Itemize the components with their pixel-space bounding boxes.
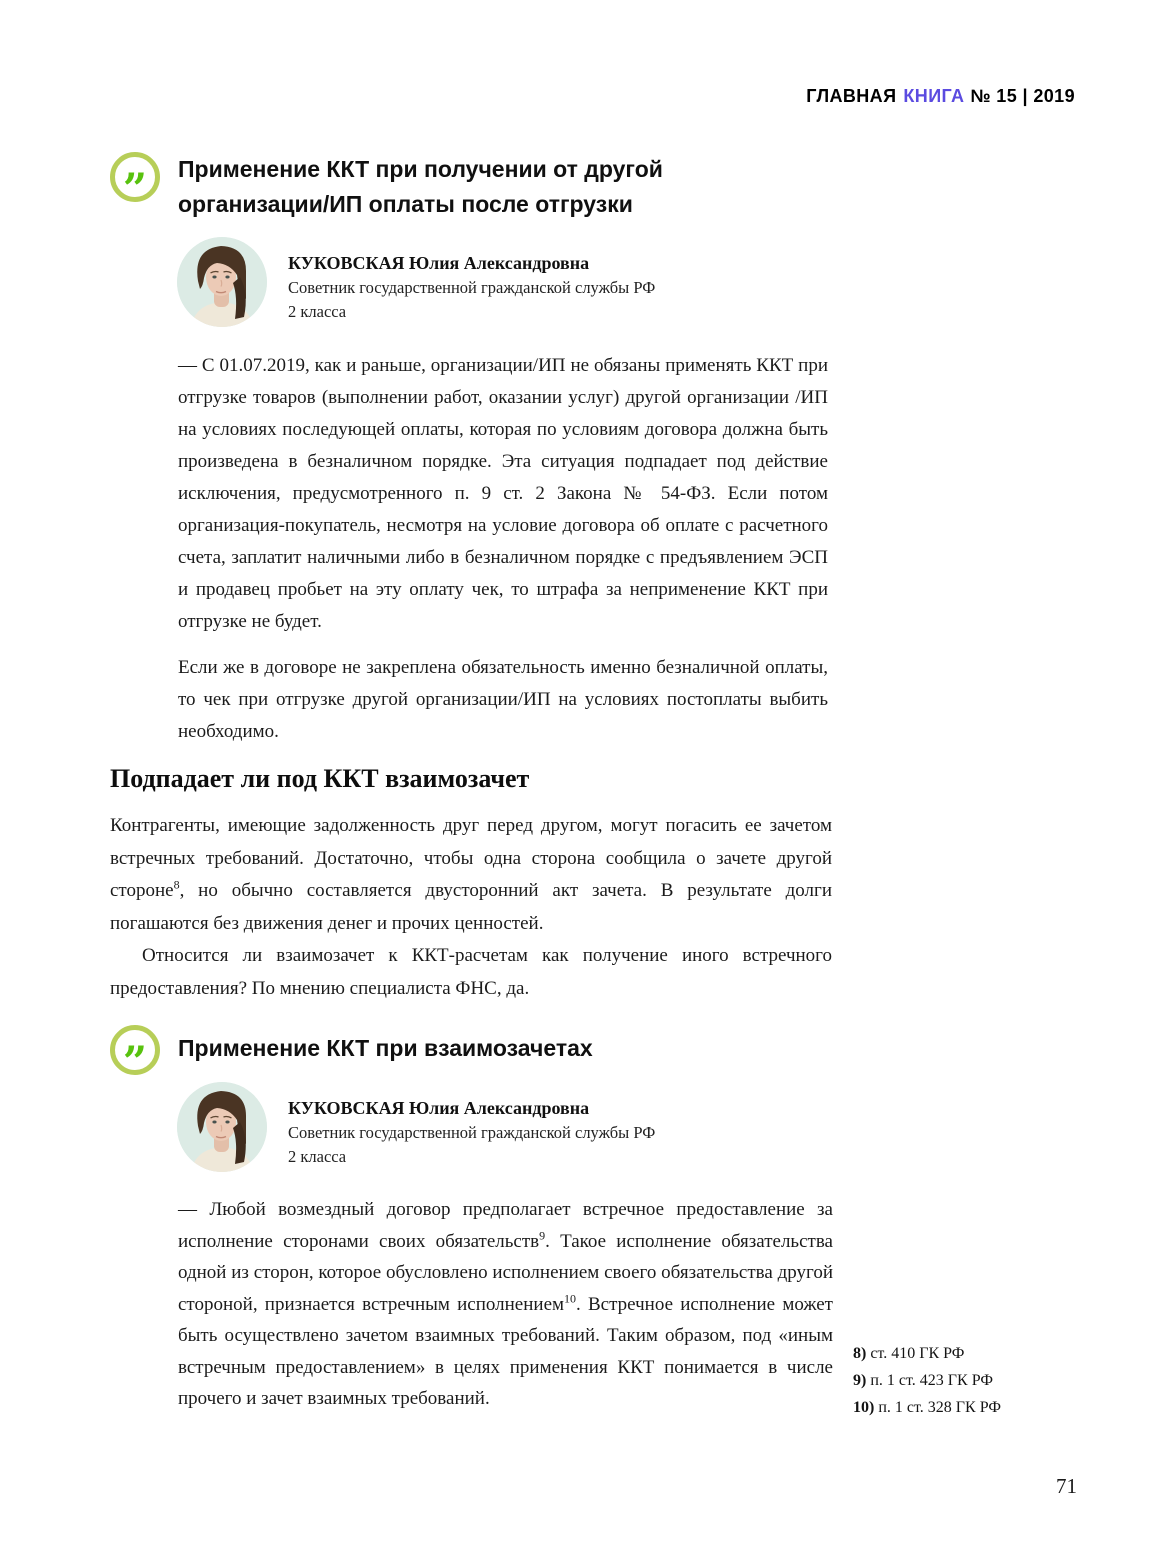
woman-portrait-icon	[177, 237, 267, 327]
quotation-marks-icon: ”	[122, 164, 148, 214]
quote1-paragraph-2: Если же в договоре не закреплена обязательность именно безналичной оплаты, то чек при отгрузке другой организации/ИП на условиях постоплаты выбить необходимо.	[178, 657, 828, 742]
expert-role-line1: Советник государственной гражданской службы РФ	[288, 278, 656, 297]
expert-photo	[177, 1082, 267, 1172]
quote-heading: Применение ККТ при получении от другой организации/ИП оплаты после отгрузки	[178, 156, 663, 217]
expert-name: КУКОВСКАЯ Юлия Александровна	[288, 1098, 590, 1118]
quote-icon	[110, 1025, 160, 1087]
expert-role-line2: 2 класса	[288, 1147, 347, 1166]
footnote-number: 9)	[853, 1372, 867, 1389]
quote2-paragraph-1: — Любой возмездный договор предполагает встречное предоставление за исполнение сторонами своих обязательств$^9$. Такое исполнение обязательства одной из сторон, которое обусловлено исполнением своего обязательства другой стороной, признается встречным исполнением$^{10}$. Встречное исполнение может быть осуществлено зачетом взаимных требований. Таким образом, под «иным встречным предоставлением» в целях применения ККТ понимается в числе прочего и зачет взаимных требований.	[178, 1199, 833, 1409]
footnote-number: 8)	[853, 1345, 867, 1362]
section-paragraph-1: Контрагенты, имеющие задолженность друг перед другом, могут погасить ее зачетом встречных требований. Достаточно, чтобы одна сторона сообщила о зачете другой стороне$^8$, но обычно составляется двусторонний акт зачета. В результате долги погашаются без движения денег и прочих ценностей.	[110, 815, 832, 934]
section-heading: Подпадает ли под ККТ взаимозачет	[110, 764, 530, 793]
section-body	[110, 810, 832, 1005]
expert-photo	[177, 237, 267, 327]
expert-card-2	[177, 1082, 655, 1172]
brand-name-black: ГЛАВНАЯ	[806, 86, 897, 106]
quote-icon	[110, 152, 160, 214]
section-paragraph-2: Относится ли взаимозачет к ККТ-расчетам как получение иного встречного предоставления? По мнению специалиста ФНС, да.	[110, 945, 832, 999]
issue-label: № 15 | 2019	[970, 86, 1075, 106]
expert-name: КУКОВСКАЯ Юлия Александровна	[288, 253, 590, 273]
footnote-number: 10)	[853, 1399, 875, 1416]
footnotes	[853, 1340, 1001, 1421]
quote-heading: Применение ККТ при взаимозачетах	[178, 1035, 593, 1061]
quote-block-1	[110, 152, 758, 222]
expert-role-line2: 2 класса	[288, 302, 347, 321]
footnote-text: ст. 410 ГК РФ	[870, 1345, 965, 1362]
footnote-item	[853, 1367, 1001, 1394]
footnote-text: п. 1 ст. 328 ГК РФ	[878, 1399, 1001, 1416]
quote1-paragraph-1: — С 01.07.2019, как и раньше, организации/ИП не обязаны применять ККТ при отгрузке товаров (выполнении работ, оказании услуг) другой организации /ИП на условиях последующей оплаты, которая по условиям договора должна быть произведена в безналичном порядке. Эта ситуация подпадает под действие исключения, предусмотренного п. 9 ст. 2 Закона № 54-ФЗ. Если потом организация-покупатель, несмотря на условие договора об оплате с расчетного счета, заплатит наличными либо в безналичном порядке с предъявлением ЭСП и продавец пробьет на эту оплату чек, то штрафа за неприменение ККТ при отгрузке не будет.	[178, 355, 828, 632]
expert-info	[288, 1082, 655, 1172]
quotation-marks-icon: ”	[122, 1037, 148, 1087]
footnote-text: п. 1 ст. 423 ГК РФ	[870, 1372, 993, 1389]
footnote-item	[853, 1394, 1001, 1421]
brand-name-accent: КНИГА	[903, 86, 965, 106]
quote-block-2	[110, 1025, 818, 1087]
magazine-header	[806, 86, 1075, 107]
expert-info	[288, 237, 655, 327]
expert-role-line1: Советник государственной гражданской службы РФ	[288, 1123, 656, 1142]
woman-portrait-icon	[177, 1082, 267, 1172]
page-number: 71	[1056, 1474, 1077, 1498]
expert-card-1	[177, 237, 655, 327]
footnote-item	[853, 1340, 1001, 1367]
